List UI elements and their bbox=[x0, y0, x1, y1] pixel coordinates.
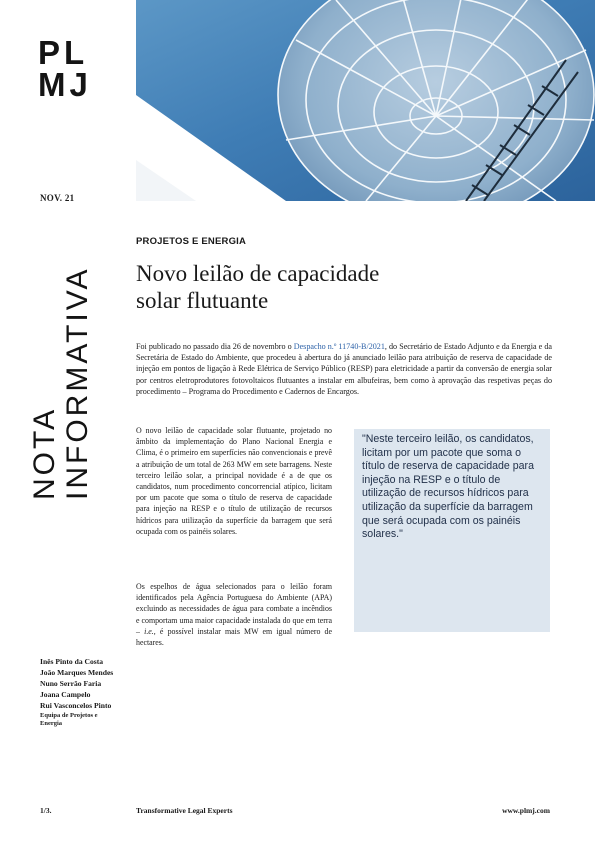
logo-line-2: MJ bbox=[38, 66, 92, 103]
despacho-link[interactable]: Despacho n.º 11740-B/2021 bbox=[293, 342, 385, 351]
authors-list bbox=[40, 657, 120, 727]
page-number: 1/3. bbox=[40, 806, 52, 815]
author-name: Nuno Serrão Faria bbox=[40, 679, 102, 688]
title-line-1: Novo leilão de capacidade bbox=[136, 261, 380, 286]
section-label: PROJETOS E ENERGIA bbox=[136, 236, 247, 247]
p2-text-start: Os espelhos de água selecionados para o leilão foram identificados pela Agência Portuguesa do Ambiente (APA) excluindo as necessidades de água para combate a incêndios e comportam uma maior capacidade instalada do que em terra – bbox=[136, 582, 332, 636]
website-link[interactable]: www.plmj.com bbox=[502, 806, 550, 815]
lead-text-start: Foi publicado no passado dia 26 de novembro o bbox=[136, 342, 294, 351]
pull-quote: "Neste terceiro leilão, os candidatos, licitam por um pacote que soma o título de reserva de capacidade para injeção na RESP e o título de utilização de recursos hídricos para utilização da superfície da barragem que será ocupada com os painéis solares." bbox=[354, 429, 550, 632]
team-name: Equipa de Projetos e Energia bbox=[40, 712, 98, 727]
footer-tagline: Transformative Legal Experts bbox=[136, 806, 233, 815]
title-line-2: solar flutuante bbox=[136, 288, 269, 313]
hero-image bbox=[136, 0, 595, 201]
plmj-logo bbox=[38, 34, 100, 103]
body-paragraph-2 bbox=[136, 581, 332, 648]
p2-italic: i.e. bbox=[144, 626, 154, 636]
page-title bbox=[136, 260, 379, 314]
lead-paragraph bbox=[136, 341, 552, 397]
p2-text-end: , é possível instalar mais MW em igual número de hectares. bbox=[136, 626, 333, 648]
doc-type-word-2: INFORMATIVA bbox=[61, 266, 94, 500]
author-name: Rui Vasconcelos Pinto bbox=[40, 701, 112, 710]
issue-date: NOV. 21 bbox=[40, 193, 75, 203]
doc-type-word-1: NOTA bbox=[28, 406, 61, 500]
lead-text-end: , do Secretário de Estado Adjunto e da Energia e da Secretária de Estado do Ambiente, que procedeu à abertura do já anunciado leilão para atribuição de reserva de capacidade de injeção em pontos de ligação à Rede Elétrica de Serviço Público (RESP) para eletricidade a partir da conversão de energia solar por centros eletroprodutores fotovoltaicos flutuantes a instalar em albufeiras, bem como à aprovação das respetivas peças do procedimento – Programa do Procedimento e Cadernos de Encargos. bbox=[136, 342, 552, 396]
author-name: João Marques Mendes bbox=[40, 668, 114, 677]
body-paragraph-1: O novo leilão de capacidade solar flutuante, projetado no âmbito da implementação do Plano Nacional Energia e Clima, é o primeiro em superfícies não convencionais e prevê a atribuição de um total de 263 MW em sete barragens. Neste terceiro leilão solar, a principal novidade é a de que os candidatos, num procedimento concorrencial atípico, licitam por um pacote que soma o título de reserva de capacidade para injeção na RESP e o título de utilização de recursos hídricos para utilização da superfície da barragem que será ocupada com os painéis solares. bbox=[136, 426, 332, 536]
author-name: Joana Campelo bbox=[40, 690, 91, 699]
logo-line-1: PL bbox=[38, 34, 89, 71]
document-type-vertical bbox=[28, 230, 94, 500]
author-name: Inês Pinto da Costa bbox=[40, 657, 104, 666]
